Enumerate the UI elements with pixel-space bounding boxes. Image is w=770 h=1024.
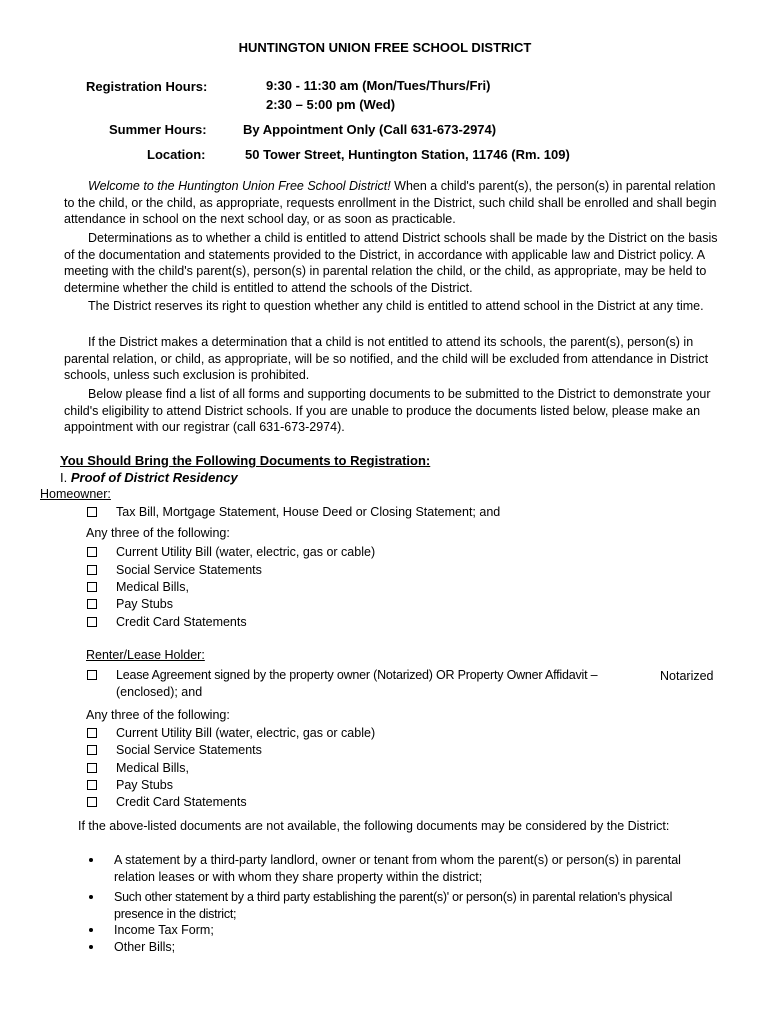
intro-paragraph-5: Below please find a list of all forms and supporting documents to be submitted to the District to demonstrate your child's eligibility to attend District schools. If you are unable to produce the documents listed below, please make an appointment with our registrar (call 631-673-2974). <box>64 387 711 434</box>
intro-paragraph-2: Determinations as to whether a child is entitled to attend District schools shall be made by the District on the basis of the documentation and statements provided to the District, in accordance with applicable law and District policy. A meeting with the child's parent(s), person(s) in parental relation the child, or the child, as appropriate, may be held to determine whether the child is entitled to attend the schools of the District. <box>64 231 718 295</box>
homeowner-item: Pay Stubs <box>116 597 173 611</box>
renter-any-three: Any three of the following: <box>86 708 230 722</box>
summer-hours-label: Summer Hours: <box>109 122 207 137</box>
registration-hours-label: Registration Hours: <box>86 79 208 94</box>
alternative-item: Income Tax Form; <box>114 923 214 937</box>
intro-paragraph-4: If the District makes a determination that a child is not entitled to attend its schools, the parent(s), person(s) in parental relation, or child, as appropriate, will be so notified, and the child will be excluded from attendance in District schools, unless such exclusion is prohibited. <box>64 335 709 382</box>
alternative-item: Such other statement by a third party establishing the parent(s)' or person(s) in parental relation's physical presence in the district; <box>114 890 673 921</box>
renter-item: Social Service Statements <box>116 743 262 757</box>
checkbox-renter-item[interactable] <box>87 797 97 807</box>
checkbox-renter-item[interactable] <box>87 745 97 755</box>
homeowner-item: Current Utility Bill (water, electric, gas or cable) <box>116 545 376 559</box>
section-1-number: I. <box>60 470 68 485</box>
document-title: HUNTINGTON UNION FREE SCHOOL DISTRICT <box>238 40 532 55</box>
location-label: Location: <box>147 147 206 162</box>
checkbox-renter-primary[interactable] <box>87 670 97 680</box>
renter-item: Current Utility Bill (water, electric, gas or cable) <box>116 726 376 740</box>
bullet-icon <box>89 945 93 949</box>
checkbox-renter-item[interactable] <box>87 728 97 738</box>
checkbox-homeowner-item[interactable] <box>87 599 97 609</box>
checkbox-homeowner-item[interactable] <box>87 617 97 627</box>
checkbox-homeowner-item[interactable] <box>87 565 97 575</box>
renter-primary-line2: (enclosed); and <box>116 685 203 699</box>
checkbox-renter-item[interactable] <box>87 780 97 790</box>
renter-label: Renter/Lease Holder: <box>86 648 205 662</box>
notarized-note: Notarized <box>660 669 714 683</box>
bullet-icon <box>89 928 93 932</box>
homeowner-item: Medical Bills, <box>116 580 189 594</box>
homeowner-item: Social Service Statements <box>116 563 262 577</box>
renter-primary-line1: Lease Agreement signed by the property owner (Notarized) OR Property Owner Affidavit – <box>116 668 598 682</box>
homeowner-any-three: Any three of the following: <box>86 526 230 540</box>
bullet-icon <box>89 858 93 862</box>
section-1-heading <box>60 470 238 485</box>
renter-item: Pay Stubs <box>116 778 173 792</box>
documents-heading: You Should Bring the Following Documents to Registration: <box>60 453 431 468</box>
checkbox-homeowner-item[interactable] <box>87 582 97 592</box>
intro-paragraph-1-text: When a child's parent(s), the person(s) in parental relation to the child, or the child, as appropriate, requests enrollment in the District, such child shall be enrolled and shall begin attendance in school on the next school day, or as soon as practicable. <box>64 179 717 226</box>
alternatives-intro: If the above-listed documents are not available, the following documents may be considered by the District: <box>78 819 670 833</box>
section-1-title: Proof of District Residency <box>70 470 238 485</box>
checkbox-homeowner-item[interactable] <box>87 547 97 557</box>
homeowner-label: Homeowner: <box>40 487 111 501</box>
alternative-item: A statement by a third-party landlord, owner or tenant from whom the parent(s) or person(s) in parental relation leases or with whom they share property within the district; <box>114 853 681 884</box>
summer-hours-value: By Appointment Only (Call 631-673-2974) <box>243 122 497 137</box>
intro-paragraph-1 <box>64 178 724 228</box>
alternative-item: Other Bills; <box>114 940 176 954</box>
renter-item: Credit Card Statements <box>116 795 247 809</box>
homeowner-item: Credit Card Statements <box>116 615 247 629</box>
checkbox-renter-item[interactable] <box>87 763 97 773</box>
registration-hours-line2: 2:30 – 5:00 pm (Wed) <box>266 97 396 112</box>
checkbox-homeowner-primary[interactable] <box>87 507 97 517</box>
registration-hours-line1: 9:30 - 11:30 am (Mon/Tues/Thurs/Fri) <box>266 78 491 93</box>
renter-item: Medical Bills, <box>116 761 189 775</box>
welcome-text: Welcome to the Huntington Union Free School District! <box>88 179 391 193</box>
homeowner-primary-docs: Tax Bill, Mortgage Statement, House Deed or Closing Statement; and <box>116 505 501 519</box>
location-value: 50 Tower Street, Huntington Station, 11746 (Rm. 109) <box>245 147 570 162</box>
bullet-icon <box>89 895 93 899</box>
intro-paragraph-3: The District reserves its right to question whether any child is entitled to attend school in the District at any time. <box>88 299 704 313</box>
